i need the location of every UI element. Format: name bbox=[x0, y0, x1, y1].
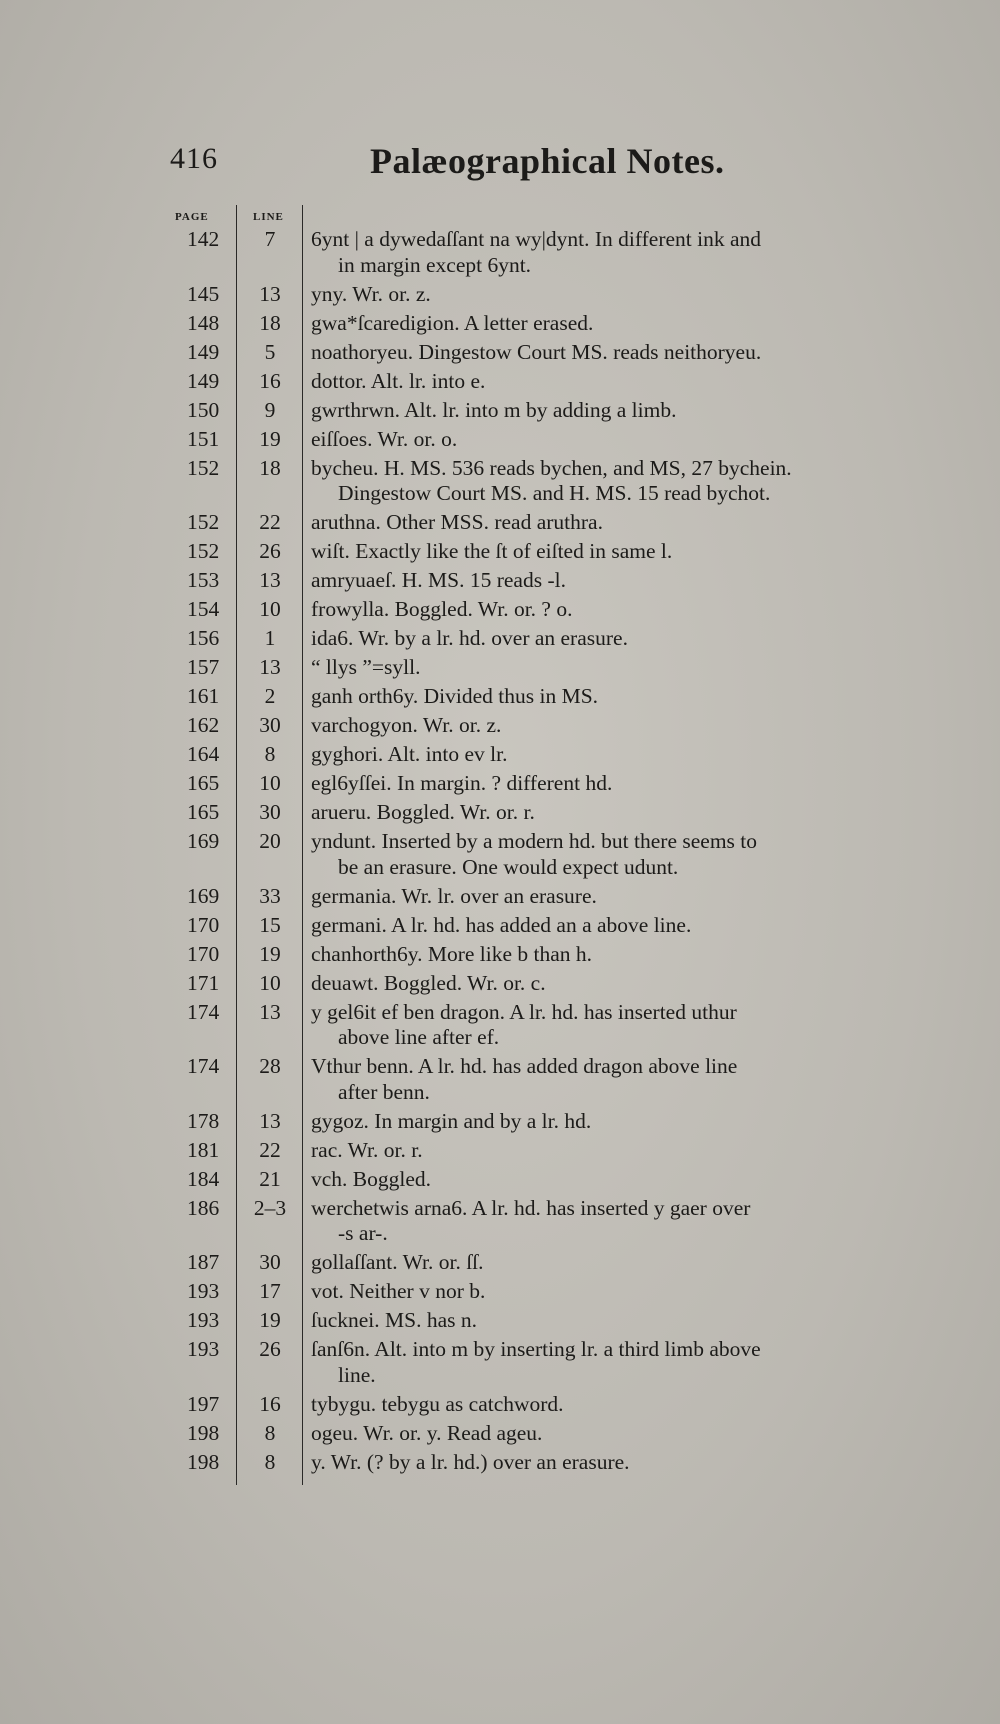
row-page-number: 165 bbox=[187, 771, 220, 795]
row-note bbox=[303, 1250, 915, 1276]
column-header-page: PAGE bbox=[175, 211, 209, 223]
note-text: arueru. Boggled. Wr. or. r. bbox=[311, 800, 535, 824]
note-continuation: line. bbox=[338, 1362, 376, 1387]
row-line-number: 10 bbox=[259, 970, 281, 995]
note-continuation: above line after ef. bbox=[338, 1025, 500, 1049]
row-page-number: 193 bbox=[187, 1337, 220, 1361]
row-page-number: 193 bbox=[187, 1308, 220, 1332]
note-continuation: Dingestow Court MS. and H. MS. 15 read bychot. bbox=[338, 481, 771, 505]
note-text: gyghori. Alt. into ev lr. bbox=[311, 742, 508, 766]
row-line-number: 13 bbox=[259, 568, 281, 592]
row-line-number: 33 bbox=[259, 883, 281, 908]
row-note bbox=[303, 1421, 915, 1447]
row-line-number: 13 bbox=[259, 281, 281, 306]
row-page-number: 162 bbox=[187, 713, 220, 737]
running-title: Palæographical Notes. bbox=[370, 141, 725, 181]
row-note bbox=[303, 942, 915, 968]
row-note bbox=[303, 655, 915, 681]
row-note bbox=[303, 1167, 915, 1193]
table-row bbox=[175, 800, 915, 826]
row-page-number: 157 bbox=[187, 655, 220, 679]
row-page-number: 169 bbox=[187, 883, 220, 908]
table-row bbox=[175, 340, 915, 366]
row-page-number: 165 bbox=[187, 800, 220, 824]
row-page-number: 149 bbox=[187, 368, 220, 393]
table-row bbox=[175, 1392, 915, 1418]
note-continuation: -s ar-. bbox=[338, 1221, 388, 1245]
table-row bbox=[175, 427, 915, 453]
row-line-number: 8 bbox=[264, 742, 276, 766]
row-note bbox=[303, 742, 915, 768]
table-row bbox=[175, 398, 915, 424]
table-row bbox=[175, 684, 915, 710]
table-row bbox=[175, 942, 915, 968]
row-line-number: 17 bbox=[259, 1279, 281, 1303]
row-page-number: 142 bbox=[187, 227, 220, 251]
row-line-number: 30 bbox=[259, 800, 281, 824]
row-note bbox=[303, 1054, 915, 1105]
row-line-number: 9 bbox=[264, 397, 276, 422]
table-row bbox=[175, 510, 915, 536]
note-text: yndunt. Inserted by a modern hd. but there seems to bbox=[311, 829, 758, 853]
note-text: wiſt. Exactly like the ſt of eiſted in same l. bbox=[311, 539, 673, 563]
note-text: ſucknei. MS. has n. bbox=[311, 1308, 478, 1332]
table-row bbox=[175, 1337, 915, 1388]
row-page-number: 178 bbox=[187, 1108, 220, 1133]
note-text: y. Wr. (? by a lr. hd.) over an erasure. bbox=[311, 1449, 630, 1474]
row-page-number: 156 bbox=[187, 626, 220, 650]
note-text: 6ynt | a dywedaſſant na wy|dynt. In different ink and bbox=[311, 227, 762, 251]
table-row bbox=[175, 568, 915, 594]
table-row bbox=[175, 1000, 915, 1051]
row-note bbox=[303, 1000, 915, 1051]
note-text: deuawt. Boggled. Wr. or. c. bbox=[311, 970, 546, 995]
table-row bbox=[175, 884, 915, 910]
note-text: gollaſſant. Wr. or. ſſ. bbox=[311, 1250, 484, 1274]
note-text: gygoz. In margin and by a lr. hd. bbox=[311, 1108, 592, 1133]
row-line-number: 18 bbox=[259, 310, 281, 335]
row-line-number: 16 bbox=[259, 1391, 281, 1416]
row-line-number: 30 bbox=[259, 713, 281, 737]
note-text: tybygu. tebygu as catchword. bbox=[311, 1391, 564, 1416]
note-text: werchetwis arna6. A lr. hd. has inserted y gaer over bbox=[311, 1195, 751, 1220]
row-page-number: 161 bbox=[187, 684, 220, 708]
row-line-number: 26 bbox=[259, 1337, 281, 1361]
row-note bbox=[303, 829, 915, 880]
row-page-number: 150 bbox=[187, 397, 220, 422]
note-text: varchogyon. Wr. or. z. bbox=[311, 713, 502, 737]
row-page-number: 151 bbox=[187, 426, 220, 451]
row-note bbox=[303, 800, 915, 826]
note-text: egl6yſſei. In margin. ? different hd. bbox=[311, 771, 613, 795]
row-page-number: 181 bbox=[187, 1137, 220, 1162]
row-line-number: 19 bbox=[259, 941, 281, 966]
row-line-number: 13 bbox=[259, 655, 281, 679]
row-page-number: 154 bbox=[187, 597, 220, 621]
table-row bbox=[175, 597, 915, 623]
row-note bbox=[303, 771, 915, 797]
row-line-number: 21 bbox=[259, 1166, 281, 1191]
table-row bbox=[175, 1138, 915, 1164]
row-page-number: 148 bbox=[187, 310, 220, 335]
row-line-number: 19 bbox=[259, 1308, 281, 1332]
row-note bbox=[303, 340, 915, 366]
row-line-number: 13 bbox=[259, 999, 281, 1024]
note-text: vot. Neither v nor b. bbox=[311, 1279, 486, 1303]
row-page-number: 145 bbox=[187, 281, 220, 306]
row-page-number: 152 bbox=[187, 539, 220, 563]
note-text: germania. Wr. lr. over an erasure. bbox=[311, 883, 597, 908]
row-page-number: 164 bbox=[187, 742, 220, 766]
row-page-number: 197 bbox=[187, 1391, 220, 1416]
row-note bbox=[303, 913, 915, 939]
note-text: ida6. Wr. by a lr. hd. over an erasure. bbox=[311, 626, 628, 650]
note-continuation: in margin except 6ynt. bbox=[338, 252, 532, 277]
table-row bbox=[175, 1308, 915, 1334]
row-note bbox=[303, 1308, 915, 1334]
table-row bbox=[175, 713, 915, 739]
row-line-number: 26 bbox=[259, 539, 281, 563]
page-number: 416 bbox=[170, 142, 218, 175]
note-text: ganh orth6y. Divided thus in MS. bbox=[311, 684, 599, 708]
note-text: vch. Boggled. bbox=[311, 1166, 432, 1191]
note-text: frowylla. Boggled. Wr. or. ? o. bbox=[311, 597, 573, 621]
row-line-number: 5 bbox=[264, 339, 276, 364]
row-page-number: 149 bbox=[187, 339, 220, 364]
notes-rows bbox=[175, 227, 915, 1475]
note-text: aruthna. Other MSS. read aruthra. bbox=[311, 510, 603, 534]
row-line-number: 16 bbox=[259, 368, 281, 393]
row-note bbox=[303, 684, 915, 710]
row-line-number: 30 bbox=[259, 1250, 281, 1274]
row-line-number: 28 bbox=[259, 1054, 281, 1078]
row-note bbox=[303, 1279, 915, 1305]
note-text: yny. Wr. or. z. bbox=[311, 281, 431, 306]
column-headers bbox=[175, 205, 915, 227]
note-text: Vthur benn. A lr. hd. has added dragon above line bbox=[311, 1054, 738, 1078]
row-line-number: 1 bbox=[264, 626, 276, 650]
table-row bbox=[175, 742, 915, 768]
row-note bbox=[303, 1392, 915, 1418]
table-row bbox=[175, 1450, 915, 1476]
row-page-number: 174 bbox=[187, 1054, 220, 1078]
row-note bbox=[303, 510, 915, 536]
row-page-number: 170 bbox=[187, 941, 220, 966]
note-text: eiſſoes. Wr. or. o. bbox=[311, 426, 458, 451]
note-text: noathoryeu. Dingestow Court MS. reads neithoryeu. bbox=[311, 339, 762, 364]
row-note bbox=[303, 1337, 915, 1388]
note-text: bycheu. H. MS. 536 reads bychen, and MS, 27 bychein. bbox=[311, 455, 792, 480]
table-row bbox=[175, 539, 915, 565]
row-page-number: 170 bbox=[187, 912, 220, 937]
table-row bbox=[175, 227, 915, 278]
table-row bbox=[175, 456, 915, 507]
note-text: germani. A lr. hd. has added an a above line. bbox=[311, 912, 692, 937]
table-row bbox=[175, 311, 915, 337]
row-note bbox=[303, 539, 915, 565]
row-line-number: 18 bbox=[259, 455, 281, 480]
row-line-number: 8 bbox=[264, 1449, 276, 1474]
row-page-number: 152 bbox=[187, 455, 220, 480]
table-row bbox=[175, 1250, 915, 1276]
row-line-number: 10 bbox=[259, 597, 281, 621]
table-row bbox=[175, 369, 915, 395]
row-note bbox=[303, 398, 915, 424]
note-text: gwrthrwn. Alt. lr. into m by adding a limb. bbox=[311, 397, 677, 422]
row-note bbox=[303, 456, 915, 507]
page-header bbox=[170, 140, 900, 190]
row-line-number: 2–3 bbox=[253, 1195, 287, 1220]
row-page-number: 171 bbox=[187, 970, 220, 995]
row-line-number: 8 bbox=[264, 1420, 276, 1445]
row-line-number: 20 bbox=[259, 829, 281, 853]
row-note bbox=[303, 884, 915, 910]
row-line-number: 13 bbox=[259, 1108, 281, 1133]
row-page-number: 153 bbox=[187, 568, 220, 592]
table-row bbox=[175, 655, 915, 681]
row-note bbox=[303, 568, 915, 594]
row-note bbox=[303, 626, 915, 652]
row-note bbox=[303, 1109, 915, 1135]
row-note bbox=[303, 971, 915, 997]
table-row bbox=[175, 913, 915, 939]
row-note bbox=[303, 227, 915, 278]
row-line-number: 15 bbox=[259, 912, 281, 937]
row-note bbox=[303, 713, 915, 739]
table-row bbox=[175, 1109, 915, 1135]
row-note bbox=[303, 1196, 915, 1247]
row-note bbox=[303, 597, 915, 623]
note-text: amryuaeſ. H. MS. 15 reads -l. bbox=[311, 568, 566, 592]
row-page-number: 174 bbox=[187, 999, 220, 1024]
row-note bbox=[303, 282, 915, 308]
column-header-line: LINE bbox=[253, 211, 284, 223]
table-row bbox=[175, 1421, 915, 1447]
row-line-number: 7 bbox=[264, 227, 276, 251]
notes-table bbox=[175, 205, 915, 1479]
row-page-number: 152 bbox=[187, 510, 220, 534]
row-line-number: 19 bbox=[259, 426, 281, 451]
row-page-number: 169 bbox=[187, 829, 220, 853]
note-text: ſanſ6n. Alt. into m by inserting lr. a third limb above bbox=[311, 1337, 761, 1361]
table-row bbox=[175, 971, 915, 997]
table-row bbox=[175, 1167, 915, 1193]
note-continuation: after benn. bbox=[338, 1079, 430, 1104]
table-row bbox=[175, 771, 915, 797]
table-row bbox=[175, 1054, 915, 1105]
row-line-number: 22 bbox=[259, 1137, 281, 1162]
table-row bbox=[175, 1196, 915, 1247]
table-row bbox=[175, 829, 915, 880]
row-note bbox=[303, 1450, 915, 1476]
row-page-number: 184 bbox=[187, 1166, 220, 1191]
note-text: rac. Wr. or. r. bbox=[311, 1137, 423, 1162]
row-page-number: 198 bbox=[187, 1449, 220, 1474]
note-continuation: be an erasure. One would expect udunt. bbox=[338, 854, 679, 879]
row-note bbox=[303, 1138, 915, 1164]
row-note bbox=[303, 311, 915, 337]
row-line-number: 22 bbox=[259, 510, 281, 534]
note-text: dottor. Alt. lr. into e. bbox=[311, 368, 486, 393]
table-row bbox=[175, 282, 915, 308]
row-page-number: 198 bbox=[187, 1420, 220, 1445]
note-text: chanhorth6y. More like b than h. bbox=[311, 941, 593, 966]
note-text: y gel6it ef ben dragon. A lr. hd. has inserted uthur bbox=[311, 999, 737, 1024]
table-row bbox=[175, 1279, 915, 1305]
row-page-number: 186 bbox=[187, 1195, 220, 1220]
row-page-number: 193 bbox=[187, 1279, 220, 1303]
note-text: gwa*ſcaredigion. A letter erased. bbox=[311, 310, 594, 335]
row-page-number: 187 bbox=[187, 1250, 220, 1274]
row-line-number: 10 bbox=[259, 771, 281, 795]
note-text: ogeu. Wr. or. y. Read ageu. bbox=[311, 1420, 543, 1445]
row-note bbox=[303, 427, 915, 453]
row-line-number: 2 bbox=[264, 684, 276, 708]
note-text: “ llys ”=syll. bbox=[311, 655, 421, 679]
row-note bbox=[303, 369, 915, 395]
table-row bbox=[175, 626, 915, 652]
